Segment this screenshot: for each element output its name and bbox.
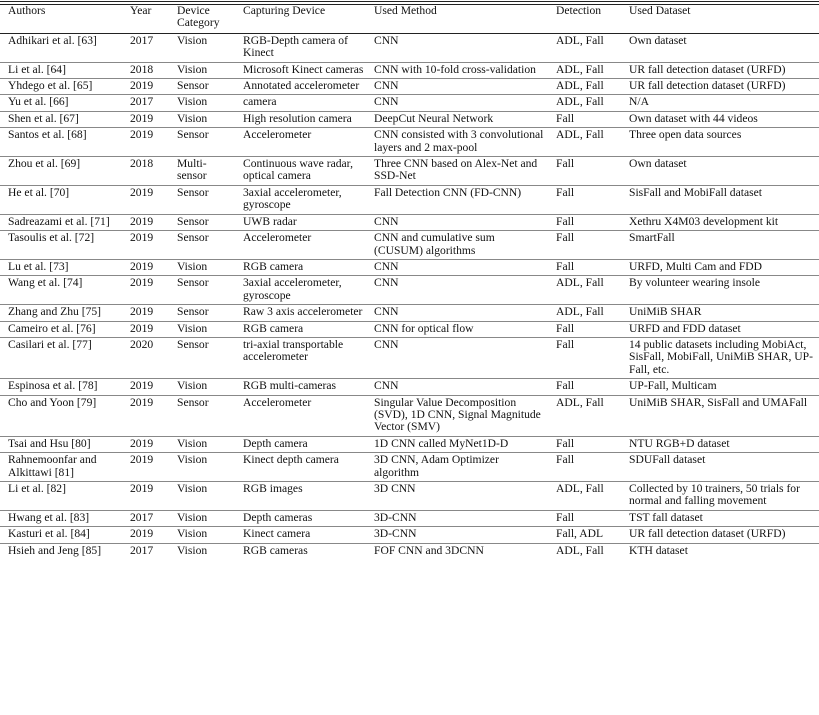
used-dataset-cell: UR fall detection dataset (URFD) <box>621 79 819 95</box>
used-dataset-cell: UR fall detection dataset (URFD) <box>621 62 819 78</box>
capturing-device-cell: 3axial accelerometer, gyroscope <box>235 185 366 214</box>
year-cell: 2019 <box>126 436 171 452</box>
year-cell: 2019 <box>126 305 171 321</box>
table-row <box>0 510 819 526</box>
capturing-device-cell: Annotated accelerometer <box>235 79 366 95</box>
year-cell: 2019 <box>126 482 171 511</box>
used-dataset-cell: NTU RGB+D dataset <box>621 436 819 452</box>
authors-cell: Cameiro et al. [76] <box>0 321 126 337</box>
table-row <box>0 128 819 157</box>
detection-cell: Fall <box>548 111 621 127</box>
table-row <box>0 276 819 305</box>
capturing-device-cell: Raw 3 axis accelerometer <box>235 305 366 321</box>
used-method-cell: 1D CNN called MyNet1D-D <box>366 436 548 452</box>
used-method-cell: CNN <box>366 276 548 305</box>
year-cell: 2017 <box>126 95 171 111</box>
year-cell: 2019 <box>126 79 171 95</box>
authors-cell: Yu et al. [66] <box>0 95 126 111</box>
year-cell: 2019 <box>126 185 171 214</box>
table-row <box>0 436 819 452</box>
used-dataset-cell: URFD and FDD dataset <box>621 321 819 337</box>
year-cell: 2017 <box>130 543 154 557</box>
authors-cell: Shen et al. [67] <box>0 111 126 127</box>
year-cell: 2017 <box>126 33 171 62</box>
table-row <box>0 259 819 275</box>
used-dataset-cell: Own dataset <box>621 157 819 186</box>
detection-cell: Fall <box>548 157 621 186</box>
used-dataset-cell: Xethru X4M03 development kit <box>621 214 819 230</box>
capturing-device-cell: Kinect depth camera <box>235 453 366 482</box>
device-category-cell: Sensor <box>171 128 235 157</box>
authors-cell: Yhdego et al. [65] <box>0 79 126 95</box>
device-category-cell: Vision <box>171 95 235 111</box>
detection-cell: ADL, Fall <box>548 33 621 62</box>
detection-cell: ADL, Fall <box>548 276 621 305</box>
capturing-device-cell: Accelerometer <box>235 231 366 260</box>
used-method-cell: CNN <box>366 79 548 95</box>
capturing-device-cell: RGB multi-cameras <box>235 379 366 395</box>
device-category-cell: Vision <box>171 436 235 452</box>
detection-cell: Fall <box>548 185 621 214</box>
table-row <box>0 543 819 559</box>
table-row <box>0 111 819 127</box>
device-category-cell: Sensor <box>171 231 235 260</box>
authors-cell: Tasoulis et al. [72] <box>0 231 126 260</box>
used-method-cell: CNN with 10-fold cross-validation <box>366 62 548 78</box>
used-method-cell: 3D CNN <box>366 482 548 511</box>
used-dataset-cell: Three open data sources <box>621 128 819 157</box>
table-row <box>0 527 819 543</box>
capturing-device-cell: RGB camera <box>235 259 366 275</box>
year-cell: 2019 <box>126 214 171 230</box>
used-method-cell: Singular Value Decomposition (SVD), 1D CNN, Signal Magnitude Vector (SMV) <box>366 395 548 436</box>
detection-cell: ADL, Fall <box>548 128 621 157</box>
table-row <box>0 62 819 78</box>
used-method-cell: CNN <box>366 259 548 275</box>
detection-cell: ADL, Fall <box>556 543 604 557</box>
capturing-device-cell: RGB images <box>235 482 366 511</box>
year-cell: 2020 <box>126 337 171 378</box>
used-method-cell: CNN <box>366 379 548 395</box>
used-method-cell: CNN for optical flow <box>366 321 548 337</box>
detection-cell: Fall <box>548 231 621 260</box>
used-method-cell: 3D CNN, Adam Optimizer algorithm <box>366 453 548 482</box>
detection-cell: Fall <box>548 321 621 337</box>
capturing-device-cell: Depth cameras <box>235 510 366 526</box>
table-top-rule <box>0 1 819 2</box>
used-dataset-cell: Own dataset with 44 videos <box>621 111 819 127</box>
device-category-cell: Vision <box>171 62 235 78</box>
table-row <box>0 185 819 214</box>
used-dataset-cell: KTH dataset <box>629 543 688 557</box>
used-method-cell: CNN <box>366 305 548 321</box>
device-category-cell: Sensor <box>171 79 235 95</box>
detection-cell: Fall <box>548 453 621 482</box>
authors-cell: Rahnemoonfar and Alkittawi [81] <box>0 453 126 482</box>
year-cell: 2019 <box>126 276 171 305</box>
detection-cell: ADL, Fall <box>548 62 621 78</box>
device-category-cell: Vision <box>171 33 235 62</box>
device-category-cell: Vision <box>171 259 235 275</box>
authors-cell: Li et al. [82] <box>0 482 126 511</box>
device-category-cell: Vision <box>171 379 235 395</box>
year-cell: 2019 <box>126 379 171 395</box>
detection-cell: ADL, Fall <box>548 395 621 436</box>
authors-cell: Espinosa et al. [78] <box>0 379 126 395</box>
used-method-cell: CNN <box>366 95 548 111</box>
year-cell: 2019 <box>126 231 171 260</box>
capturing-device-cell: Accelerometer <box>235 395 366 436</box>
used-dataset-cell: SmartFall <box>621 231 819 260</box>
device-category-cell: Sensor <box>171 305 235 321</box>
capturing-device-cell: High resolution camera <box>235 111 366 127</box>
detection-cell: ADL, Fall <box>548 79 621 95</box>
col-header-authors: Authors <box>0 5 126 34</box>
used-method-cell: CNN consisted with 3 convolutional layers and 2 max-pool <box>366 128 548 157</box>
device-category-cell: Vision <box>171 527 235 543</box>
detection-cell: Fall <box>548 214 621 230</box>
authors-cell: Adhikari et al. [63] <box>0 33 126 62</box>
device-category-cell: Sensor <box>171 337 235 378</box>
used-dataset-cell: UniMiB SHAR <box>621 305 819 321</box>
detection-cell: Fall, ADL <box>548 527 621 543</box>
table-row <box>0 305 819 321</box>
used-method-cell: CNN <box>366 214 548 230</box>
year-cell: 2018 <box>126 157 171 186</box>
year-cell: 2019 <box>126 527 171 543</box>
detection-cell: Fall <box>548 259 621 275</box>
authors-cell: Zhang and Zhu [75] <box>0 305 126 321</box>
detection-cell: Fall <box>548 337 621 378</box>
authors-cell: Santos et al. [68] <box>0 128 126 157</box>
used-method-cell: CNN and cumulative sum (CUSUM) algorithms <box>366 231 548 260</box>
authors-cell: Kasturi et al. [84] <box>0 527 126 543</box>
used-dataset-cell: N/A <box>621 95 819 111</box>
authors-cell: Casilari et al. [77] <box>0 337 126 378</box>
capturing-device-cell: tri-axial transportable accelerometer <box>235 337 366 378</box>
year-cell: 2019 <box>126 259 171 275</box>
capturing-device-cell: Continuous wave radar, optical camera <box>235 157 366 186</box>
table-row <box>0 231 819 260</box>
year-cell: 2018 <box>126 62 171 78</box>
device-category-cell: Sensor <box>171 276 235 305</box>
used-method-cell: Three CNN based on Alex-Net and SSD-Net <box>366 157 548 186</box>
authors-cell: Li et al. [64] <box>0 62 126 78</box>
fall-detection-methods-table <box>0 4 819 559</box>
used-method-cell: CNN <box>366 33 548 62</box>
used-method-cell: CNN <box>366 337 548 378</box>
col-header-capturing-device: Capturing Device <box>235 5 366 34</box>
table-row <box>0 33 819 62</box>
authors-cell: Lu et al. [73] <box>0 259 126 275</box>
table-row <box>0 214 819 230</box>
used-method-cell: Fall Detection CNN (FD-CNN) <box>366 185 548 214</box>
table-row <box>0 321 819 337</box>
detection-cell: Fall <box>548 379 621 395</box>
col-header-used-dataset: Used Dataset <box>621 5 819 34</box>
used-dataset-cell: URFD, Multi Cam and FDD <box>621 259 819 275</box>
year-cell: 2019 <box>126 395 171 436</box>
detection-cell: Fall <box>548 510 621 526</box>
device-category-cell: Multi-sensor <box>171 157 235 186</box>
table-row <box>0 337 819 378</box>
authors-cell: Cho and Yoon [79] <box>0 395 126 436</box>
detection-cell: ADL, Fall <box>548 95 621 111</box>
capturing-device-cell: Microsoft Kinect cameras <box>235 62 366 78</box>
used-method-cell: 3D-CNN <box>366 510 548 526</box>
used-method-cell: DeepCut Neural Network <box>366 111 548 127</box>
detection-cell: Fall <box>548 436 621 452</box>
year-cell: 2019 <box>126 111 171 127</box>
authors-cell: Zhou et al. [69] <box>0 157 126 186</box>
col-header-device-category: Device Category <box>171 5 235 34</box>
device-category-cell: Vision <box>171 453 235 482</box>
authors-cell: Hsieh and Jeng [85] <box>8 543 102 557</box>
device-category-cell: Vision <box>171 321 235 337</box>
col-header-year: Year <box>126 5 171 34</box>
year-cell: 2017 <box>126 510 171 526</box>
used-dataset-cell: By volunteer wearing insole <box>621 276 819 305</box>
device-category-cell: Vision <box>177 543 208 557</box>
year-cell: 2019 <box>126 453 171 482</box>
table-body <box>0 33 819 559</box>
table-row <box>0 395 819 436</box>
device-category-cell: Vision <box>171 482 235 511</box>
authors-cell: He et al. [70] <box>0 185 126 214</box>
table-row <box>0 157 819 186</box>
device-category-cell: Vision <box>171 111 235 127</box>
used-dataset-cell: SDUFall dataset <box>621 453 819 482</box>
used-dataset-cell: TST fall dataset <box>621 510 819 526</box>
capturing-device-cell: RGB cameras <box>243 543 308 557</box>
table-row <box>0 79 819 95</box>
detection-cell: ADL, Fall <box>548 305 621 321</box>
used-dataset-cell: UR fall detection dataset (URFD) <box>621 527 819 543</box>
device-category-cell: Sensor <box>171 395 235 436</box>
col-header-used-method: Used Method <box>366 5 548 34</box>
authors-cell: Hwang et al. [83] <box>0 510 126 526</box>
used-dataset-cell: 14 public datasets including MobiAct, SisFall, MobiFall, UniMiB SHAR, UP-Fall, etc. <box>621 337 819 378</box>
used-dataset-cell: Own dataset <box>621 33 819 62</box>
table-row <box>0 379 819 395</box>
header-row <box>0 5 819 34</box>
table-row <box>0 95 819 111</box>
capturing-device-cell: camera <box>235 95 366 111</box>
device-category-cell: Sensor <box>171 214 235 230</box>
used-method-cell: FOF CNN and 3DCNN <box>374 543 484 557</box>
table-row <box>0 482 819 511</box>
capturing-device-cell: Kinect camera <box>235 527 366 543</box>
used-dataset-cell: SisFall and MobiFall dataset <box>621 185 819 214</box>
detection-cell: ADL, Fall <box>548 482 621 511</box>
device-category-cell: Vision <box>171 510 235 526</box>
capturing-device-cell: UWB radar <box>235 214 366 230</box>
capturing-device-cell: Depth camera <box>235 436 366 452</box>
year-cell: 2019 <box>126 128 171 157</box>
table-row <box>0 453 819 482</box>
capturing-device-cell: Accelerometer <box>235 128 366 157</box>
authors-cell: Wang et al. [74] <box>0 276 126 305</box>
capturing-device-cell: 3axial accelerometer, gyroscope <box>235 276 366 305</box>
authors-cell: Tsai and Hsu [80] <box>0 436 126 452</box>
col-header-detection: Detection <box>548 5 621 34</box>
used-dataset-cell: UniMiB SHAR, SisFall and UMAFall <box>621 395 819 436</box>
used-dataset-cell: UP-Fall, Multicam <box>621 379 819 395</box>
used-method-cell: 3D-CNN <box>366 527 548 543</box>
used-dataset-cell: Collected by 10 trainers, 50 trials for normal and falling movement <box>621 482 819 511</box>
capturing-device-cell: RGB-Depth camera of Kinect <box>235 33 366 62</box>
capturing-device-cell: RGB camera <box>235 321 366 337</box>
device-category-cell: Sensor <box>171 185 235 214</box>
authors-cell: Sadreazami et al. [71] <box>0 214 126 230</box>
year-cell: 2019 <box>126 321 171 337</box>
